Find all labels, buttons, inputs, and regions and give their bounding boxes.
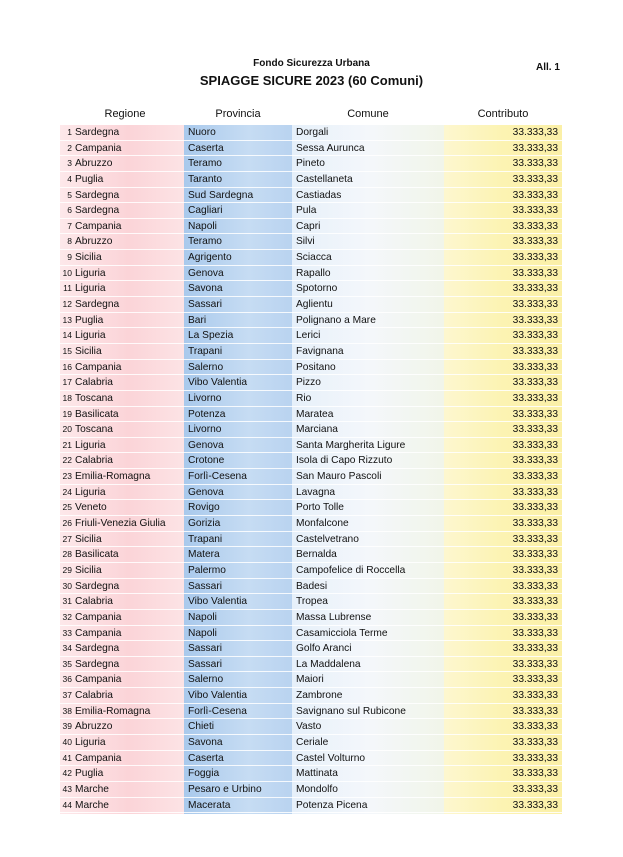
row-number: 37 [62,690,72,701]
cell-regione: Sardegna [75,658,120,670]
cell-provincia: Agrigento [188,252,232,264]
cell-provincia: Teramo [188,158,222,170]
cell-provincia: Caserta [188,752,224,764]
table-row [60,297,562,313]
row-number: 19 [62,408,72,419]
table-row [60,782,562,798]
cell-regione: Puglia [75,314,104,326]
cell-regione: Sicilia [75,533,102,545]
cell-regione: Campania [75,674,122,686]
cell-regione: Veneto [75,502,107,514]
table-row [60,516,562,532]
table-row [60,579,562,595]
cell-provincia: Forlì-Cesena [188,471,247,483]
table-row [60,751,562,767]
table-row [60,672,562,688]
cell-regione: Sicilia [75,252,102,264]
cell-regione: Campania [75,220,122,232]
cell-regione: Sardegna [75,189,120,201]
row-number: 16 [62,361,72,372]
table-row [60,453,562,469]
row-number: 31 [62,596,72,607]
document-header-fund: Fondo Sicurezza Urbana [253,58,370,69]
table-row [60,234,562,250]
row-number: 33 [62,627,72,638]
cell-comune: Bernalda [296,549,337,561]
cell-comune: Sciacca [296,252,332,264]
cell-regione: Abruzzo [75,158,113,170]
cell-regione: Calabria [75,596,113,608]
cell-comune: Positano [296,361,336,373]
cell-comune: Marciana [296,424,338,436]
table-row [60,641,562,657]
cell-regione: Liguria [75,486,106,498]
table-row [60,250,562,266]
row-number: 38 [62,705,72,716]
cell-contributo: 33.333,33 [512,408,558,420]
cell-contributo: 33.333,33 [512,752,558,764]
cell-provincia: Savona [188,736,223,748]
cell-contributo: 33.333,33 [512,127,558,138]
cell-provincia: Napoli [188,627,217,639]
cell-provincia: Macerata [188,799,231,811]
cell-contributo: 33.333,33 [512,690,558,702]
cell-provincia: Caserta [188,142,224,154]
cell-contributo: 33.333,33 [512,361,558,373]
cell-provincia: Vibo Valentia [188,690,248,702]
cell-comune: Lerici [296,330,321,342]
table-row [60,469,562,485]
row-number: 18 [62,392,72,403]
row-number: 11 [63,283,72,294]
cell-contributo: 33.333,33 [512,439,558,451]
cell-contributo: 33.333,33 [512,611,558,623]
row-number: 12 [62,299,72,310]
cell-comune: Pizzo [296,377,321,389]
cell-comune: Massa Lubrense [296,611,372,623]
row-number: 7 [67,220,72,231]
cell-provincia: La Spezia [188,330,234,342]
cell-contributo: 33.333,33 [512,721,558,733]
cell-contributo: 33.333,33 [512,471,558,483]
table-row [60,688,562,704]
cell-regione: Calabria [75,690,113,702]
cell-provincia: Nuoro [188,127,216,138]
cell-comune: Mattinata [296,768,338,780]
cell-comune: Castellaneta [296,173,353,185]
table-row [60,735,562,751]
cell-regione: Sardegna [75,205,120,217]
cell-comune: Golfo Aranci [296,643,352,655]
row-number: 2 [67,142,72,153]
cell-provincia: Salerno [188,361,224,373]
table-row [60,219,562,235]
table-row [60,766,562,782]
cell-regione: Sardegna [75,580,120,592]
cell-regione: Calabria [75,377,113,389]
cell-contributo: 33.333,33 [512,236,558,248]
cell-contributo: 33.333,33 [512,627,558,639]
row-number: 9 [67,252,72,263]
cell-comune: Castiadas [296,189,342,201]
row-number: 17 [62,377,72,388]
table-row [60,407,562,423]
cell-comune: Aglientu [296,299,333,311]
cell-contributo: 33.333,33 [512,674,558,686]
row-number: 25 [62,502,72,513]
cell-contributo: 33.333,33 [512,377,558,389]
cell-regione: Liguria [75,439,106,451]
row-number: 8 [67,236,72,247]
cell-comune: Ceriale [296,736,329,748]
table-row [60,500,562,516]
cell-contributo: 33.333,33 [512,658,558,670]
cell-comune: Capri [296,220,321,232]
cell-comune: Dorgali [296,127,329,138]
cell-regione: Friuli-Venezia Giulia [75,518,166,530]
cell-comune: Vasto [296,721,322,733]
cell-regione: Calabria [75,455,113,467]
cell-provincia: Chieti [188,721,215,733]
cell-contributo: 33.333,33 [512,189,558,201]
cell-provincia: Palermo [188,564,226,576]
cell-comune: Potenza Picena [296,799,368,811]
cell-provincia: Potenza [188,408,226,420]
cell-comune: Polignano a Mare [296,314,376,326]
cell-regione: Sardegna [75,299,120,311]
cell-provincia: Livorno [188,392,222,404]
table-row [60,610,562,626]
cell-contributo: 33.333,33 [512,252,558,264]
cell-comune: Lavagna [296,486,336,498]
row-number: 40 [62,736,72,747]
cell-comune: Isola di Capo Rizzuto [296,455,393,467]
cell-provincia: Sassari [188,299,222,311]
cell-contributo: 33.333,33 [512,518,558,530]
cell-contributo: 33.333,33 [512,330,558,342]
cell-comune: Maiori [296,674,324,686]
table-row [60,422,562,438]
cell-provincia: Cagliari [188,205,223,217]
row-number: 42 [62,768,72,779]
cell-contributo: 33.333,33 [512,783,558,795]
cell-contributo: 33.333,33 [512,267,558,279]
row-number: 5 [67,189,72,200]
cell-comune: Rio [296,392,312,404]
cell-contributo: 33.333,33 [512,173,558,185]
row-number: 20 [62,424,72,435]
cell-provincia: Taranto [188,173,222,185]
row-number: 43 [62,783,72,794]
cell-regione: Campania [75,611,122,623]
table-row [60,141,562,157]
table-row [60,485,562,501]
cell-contributo: 33.333,33 [512,533,558,545]
table-row [60,532,562,548]
cell-contributo: 33.333,33 [512,283,558,295]
cell-comune: Pineto [296,158,325,170]
cell-comune: Badesi [296,580,328,592]
table-row [60,438,562,454]
cell-provincia: Livorno [188,424,222,436]
cell-provincia: Genova [188,486,224,498]
cell-comune: San Mauro Pascoli [296,471,382,483]
document-title: SPIAGGE SICURE 2023 (60 Comuni) [199,73,424,88]
cell-contributo: 33.333,33 [512,314,558,326]
cell-contributo: 33.333,33 [512,424,558,436]
cell-regione: Sicilia [75,345,102,357]
row-number: 10 [62,267,72,278]
cell-provincia: Teramo [188,236,222,248]
cell-provincia: Bari [188,314,207,326]
cell-comune: Savignano sul Rubicone [296,705,406,717]
cell-regione: Abruzzo [75,236,113,248]
cell-comune: Silvi [296,236,315,248]
cell-provincia: Savona [188,283,223,295]
cell-contributo: 33.333,33 [512,205,558,217]
cell-regione: Liguria [75,267,106,279]
cell-provincia: Matera [188,549,220,561]
row-number: 35 [62,658,72,669]
cell-comune: Rapallo [296,267,331,279]
table-row [60,172,562,188]
table-row [60,125,562,141]
cell-provincia: Foggia [188,768,220,780]
row-number: 27 [62,533,72,544]
cell-comune: Sessa Aurunca [296,142,365,154]
row-number: 6 [67,205,72,216]
cell-regione: Abruzzo [75,721,113,733]
cell-provincia: Napoli [188,220,217,232]
cell-contributo: 33.333,33 [512,705,558,717]
cell-regione: Marche [75,783,109,795]
cell-regione: Campania [75,627,122,639]
cell-provincia: Vibo Valentia [188,377,248,389]
cell-comune: Castel Volturno [296,752,366,764]
table-row [60,375,562,391]
cell-regione: Liguria [75,330,106,342]
cell-comune: Porto Tolle [296,502,344,514]
column-header-provincia: Provincia [215,108,261,120]
row-number: 23 [62,471,72,482]
cell-comune: Mondolfo [296,783,338,795]
cell-regione: Basilicata [75,549,119,561]
cell-regione: Campania [75,752,122,764]
cell-contributo: 33.333,33 [512,736,558,748]
cell-contributo: 33.333,33 [512,799,558,811]
column-header-comune: Comune [347,108,389,120]
row-number: 1 [67,127,72,137]
row-number: 13 [62,314,72,325]
cell-provincia: Sassari [188,580,222,592]
cell-comune: Zambrone [296,690,343,702]
cell-contributo: 33.333,33 [512,768,558,780]
cell-comune: Monfalcone [296,518,349,530]
cell-contributo: 33.333,33 [512,596,558,608]
cell-contributo: 33.333,33 [512,486,558,498]
row-number: 26 [62,518,72,529]
cell-contributo: 33.333,33 [512,345,558,357]
table-row [60,313,562,329]
row-number: 3 [67,158,72,169]
row-number: 44 [62,799,72,810]
row-number: 29 [62,564,72,575]
cell-comune: Santa Margherita Ligure [296,439,406,451]
table-body [60,125,562,813]
cell-comune: Campofelice di Roccella [296,564,406,576]
cell-regione: Puglia [75,173,104,185]
row-number: 21 [62,439,72,450]
table-row [60,266,562,282]
cell-contributo: 33.333,33 [512,220,558,232]
cell-provincia: Crotone [188,455,225,467]
cell-regione: Campania [75,142,122,154]
table-row [60,798,562,814]
cell-provincia: Pesaro e Urbino [188,783,262,795]
cell-regione: Basilicata [75,408,119,420]
row-number: 15 [62,345,72,356]
cell-provincia: Forlì-Cesena [188,705,247,717]
table-row [60,563,562,579]
cell-contributo: 33.333,33 [512,392,558,404]
row-number: 24 [62,486,72,497]
cell-provincia: Sassari [188,658,222,670]
table-row [60,281,562,297]
cell-comune: Castelvetrano [296,533,359,545]
cell-comune: La Maddalena [296,658,361,670]
cell-provincia: Salerno [188,674,224,686]
row-number: 41 [62,752,72,763]
cell-regione: Puglia [75,768,104,780]
cell-provincia: Napoli [188,611,217,623]
cell-regione: Sardegna [75,127,120,138]
row-number: 28 [62,549,72,560]
row-number: 14 [62,330,72,341]
table-row [60,156,562,172]
cell-provincia: Trapani [188,533,223,545]
cell-contributo: 33.333,33 [512,142,558,154]
cell-provincia: Genova [188,267,224,279]
cell-regione: Sicilia [75,564,102,576]
cell-comune: Spotorno [296,283,338,295]
cell-regione: Emilia-Romagna [75,705,151,717]
cell-provincia: Rovigo [188,502,220,514]
cell-contributo: 33.333,33 [512,158,558,170]
table-row [60,203,562,219]
cell-provincia: Sassari [188,643,222,655]
cell-regione: Marche [75,799,109,811]
table-row [60,391,562,407]
cell-comune: Casamicciola Terme [296,627,388,639]
cell-comune: Tropea [296,596,328,608]
row-number: 4 [67,173,72,184]
cell-contributo: 33.333,33 [512,564,558,576]
cell-provincia: Vibo Valentia [188,596,248,608]
row-number: 34 [62,643,72,654]
cell-comune: Maratea [296,408,334,420]
table-row [60,344,562,360]
cell-provincia: Trapani [188,345,223,357]
table-row [60,188,562,204]
row-number: 32 [62,611,72,622]
table-row [60,719,562,735]
row-number: 22 [62,455,72,466]
column-header-regione: Regione [104,108,146,120]
cell-comune: Pula [296,205,317,217]
cell-contributo: 33.333,33 [512,502,558,514]
annex-label: All. 1 [536,62,560,73]
table-row [60,657,562,673]
cell-contributo: 33.333,33 [512,549,558,561]
cell-regione: Liguria [75,283,106,295]
cell-comune: Favignana [296,345,344,357]
cell-provincia: Genova [188,439,224,451]
cell-regione: Emilia-Romagna [75,471,151,483]
table-row [60,328,562,344]
cell-contributo: 33.333,33 [512,580,558,592]
cell-regione: Toscana [75,392,113,404]
cell-regione: Campania [75,361,122,373]
table-row [60,626,562,642]
cell-regione: Toscana [75,424,113,436]
table-row [60,547,562,563]
cell-regione: Liguria [75,736,106,748]
row-number: 36 [62,674,72,685]
table-row [60,704,562,720]
cell-provincia: Sud Sardegna [188,189,254,201]
cell-provincia: Gorizia [188,518,221,530]
column-header-contributo: Contributo [477,108,529,120]
row-number: 30 [62,580,72,591]
row-number: 39 [62,721,72,732]
cell-regione: Sardegna [75,643,120,655]
cell-contributo: 33.333,33 [512,299,558,311]
table-row [60,360,562,376]
cell-contributo: 33.333,33 [512,643,558,655]
cell-contributo: 33.333,33 [512,455,558,467]
table-row [60,594,562,610]
